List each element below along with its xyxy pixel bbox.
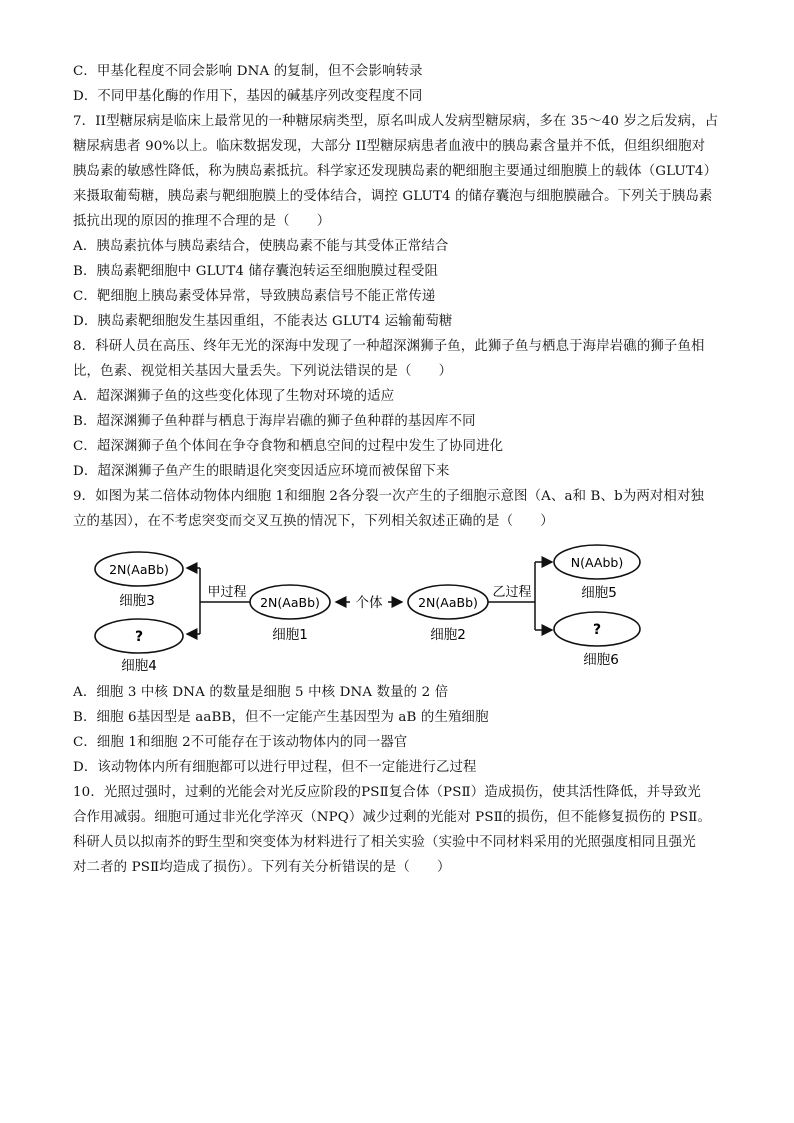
question-10-line-2: 合作用减弱。细胞可通过非光化学淬灭（NPQ）减少过剩的光能对 PSⅡ的损伤，但不能修复损伤的 PSⅡ。 [73, 810, 712, 825]
question-7-line-5: 抵抗出现的原因的推理不合理的是（ ） [73, 214, 331, 229]
question-10-line-4: 对二者的 PSⅡ均造成了损伤）。下列有关分析错误的是（ ） [73, 860, 451, 875]
question-7-line-1: 7．II型糖尿病是临床上最常见的一种糖尿病类型，原名叫成人发病型糖尿病，多在 35～40 岁之后发病，占 [73, 114, 719, 129]
option-6c: C．甲基化程度不同会影响 DNA 的复制，但不会影响转录 [73, 64, 423, 79]
question-10-line-3: 科研人员以拟南芥的野生型和突变体为材料进行了相关实验（实验中不同材料采用的光照强度相同且强光 [73, 835, 696, 850]
option-8c: C．超深渊狮子鱼个体间在争夺食物和栖息空间的过程中发生了协同进化 [73, 439, 504, 454]
cell6-label: 细胞6 [583, 652, 619, 668]
cell3-label: 细胞3 [119, 593, 155, 609]
option-7d: D．胰岛素靶细胞发生基因重组，不能表达 GLUT4 运输葡萄糖 [73, 314, 453, 329]
question-7-line-2: 糖尿病患者 90%以上。临床数据发现，大部分 II型糖尿病患者血液中的胰岛素含量并不低，但组织细胞对 [73, 139, 706, 154]
question-7-line-4: 来摄取葡萄糖，胰岛素与靶细胞膜上的受体结合，调控 GLUT4 的储存囊泡与细胞膜融合。下列关于胰岛素 [73, 189, 713, 204]
cell5-genotype: N(AAbb) [570, 555, 624, 570]
option-8b: B．超深渊狮子鱼种群与栖息于海岸岩礁的狮子鱼种群的基因库不同 [73, 414, 476, 429]
cell1-label: 细胞1 [272, 627, 308, 643]
option-9b: B．细胞 6基因型是 aaBB，但不一定能产生基因型为 aB 的生殖细胞 [73, 710, 489, 725]
process-yi-label: 乙过程 [492, 585, 532, 600]
option-9c: C．细胞 1和细胞 2不可能存在于该动物体内的同一器官 [73, 735, 408, 750]
cell4-label: 细胞4 [121, 658, 157, 674]
cell6-genotype: ? [592, 622, 602, 638]
option-8d: D．超深渊狮子鱼产生的眼睛退化突变因适应环境而被保留下来 [73, 464, 450, 479]
option-7a: A．胰岛素抗体与胰岛素结合，使胰岛素不能与其受体正常结合 [73, 239, 449, 254]
question-8-line-2: 比，色素、视觉相关基因大量丢失。下列说法错误的是（ ） [73, 364, 453, 379]
question-9-line-2: 立的基因），在不考虑突变而交叉互换的情况下，下列相关叙述正确的是（ ） [73, 514, 554, 529]
question-7-line-3: 胰岛素的敏感性降低，称为胰岛素抵抗。科学家还发现胰岛素的靶细胞主要通过细胞膜上的载体（GLUT4） [73, 164, 718, 179]
question-10-line-1: 10．光照过强时，过剩的光能会对光反应阶段的PSⅡ复合体（PSⅡ）造成损伤，使其活性降低，并导致光 [73, 785, 701, 800]
option-6d: D．不同甲基化酶的作用下，基因的碱基序列改变程度不同 [73, 89, 423, 104]
cell2-label: 细胞2 [430, 627, 466, 643]
cell5-label: 细胞5 [581, 585, 617, 601]
cell3-genotype: 2N(AaBb) [109, 562, 169, 577]
process-jia-label: 甲过程 [207, 585, 247, 600]
option-8a: A．超深渊狮子鱼的这些变化体现了生物对环境的适应 [73, 389, 395, 404]
option-7b: B．胰岛素靶细胞中 GLUT4 储存囊泡转运至细胞膜过程受阻 [73, 264, 439, 279]
cell1-genotype: 2N(AaBb) [260, 595, 320, 610]
cell-division-diagram [92, 540, 652, 675]
cell4-genotype: ? [134, 629, 144, 645]
option-9d: D．该动物体内所有细胞都可以进行甲过程，但不一定能进行乙过程 [73, 760, 477, 775]
option-9a: A．细胞 3 中核 DNA 的数量是细胞 5 中核 DNA 数量的 2 倍 [73, 685, 449, 700]
question-9-line-1: 9．如图为某二倍体动物体内细胞 1和细胞 2各分裂一次产生的子细胞示意图（A、a和 B、b为两对相对独 [73, 489, 705, 504]
individual-label: 个体 [355, 595, 383, 611]
cell2-genotype: 2N(AaBb) [418, 595, 478, 610]
option-7c: C．靶细胞上胰岛素受体异常，导致胰岛素信号不能正常传递 [73, 289, 436, 304]
question-8-line-1: 8．科研人员在高压、终年无光的深海中发现了一种超深渊狮子鱼，此狮子鱼与栖息于海岸岩礁的狮子鱼相 [73, 339, 705, 354]
